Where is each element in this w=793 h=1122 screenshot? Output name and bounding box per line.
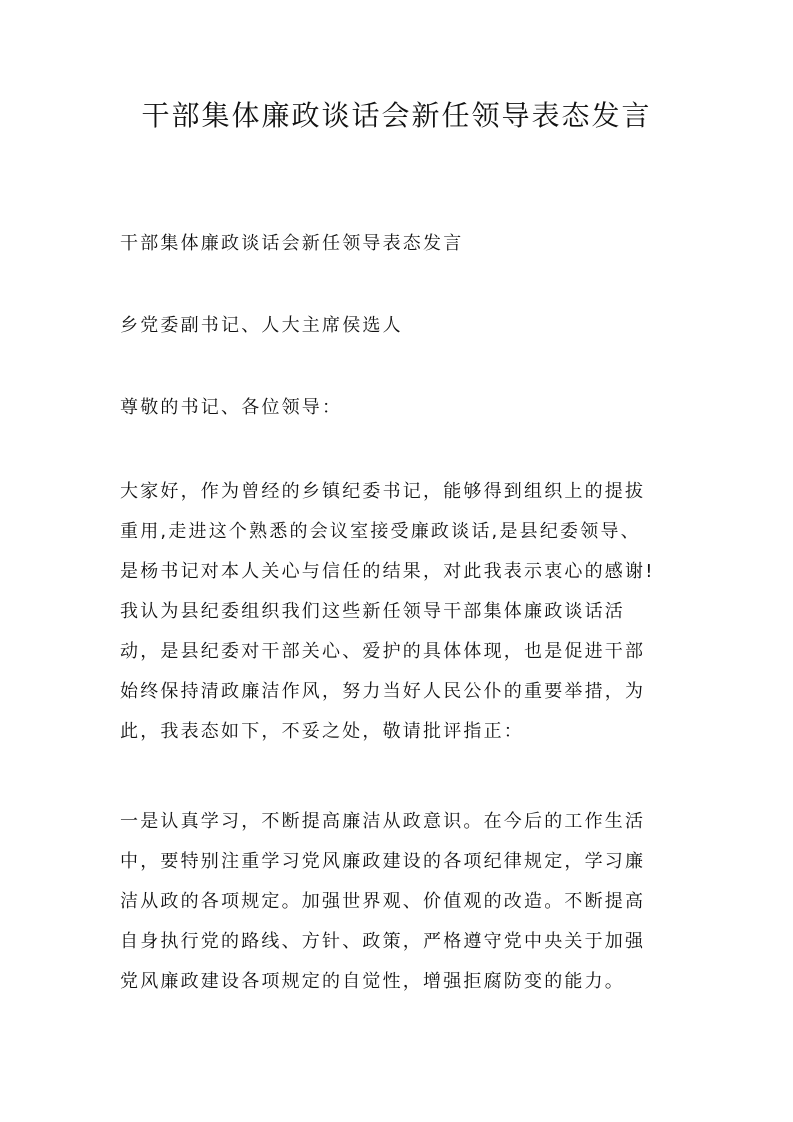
salutation <box>120 388 680 428</box>
paragraph-2-line: 中，要特别注重学习党风廉政建设的各项纪律规定，学习廉 <box>120 851 646 872</box>
document-subtitle <box>120 224 680 264</box>
paragraph-2-line: 一是认真学习，不断提高廉洁从政意识。在今后的工作生活 <box>120 811 646 832</box>
document-title: 干部集体廉政谈话会新任领导表态发言 <box>141 99 652 132</box>
paragraph-1-line: 此，我表态如下，不妥之处，敬请批评指正： <box>120 721 524 742</box>
paragraph-1-line: 动，是县纪委对干部关心、爱护的具体体现，也是促进干部 <box>120 641 646 662</box>
subtitle-line: 干部集体廉政谈话会新任领导表态发言 <box>120 233 464 254</box>
paragraph-1-line: 重用,走进这个熟悉的会议室接受廉政谈话,是县纪委领导、 <box>120 521 641 542</box>
speaker-text: 乡党委副书记、人大主席侯选人 <box>120 315 403 336</box>
paragraph-2 <box>120 802 680 1002</box>
speaker-line <box>120 306 680 346</box>
paragraph-2-line: 党风廉政建设各项规定的自觉性，增强拒腐防变的能力。 <box>120 971 625 992</box>
salutation-text: 尊敬的书记、各位领导： <box>120 397 343 418</box>
paragraph-2-line: 自身执行党的路线、方针、政策，严格遵守党中央关于加强 <box>120 931 646 952</box>
paragraph-1 <box>120 472 680 752</box>
paragraph-1-line: 我认为县纪委组织我们这些新任领导干部集体廉政谈话活 <box>120 601 625 622</box>
paragraph-1-line: 大家好，作为曾经的乡镇纪委书记，能够得到组织上的提拔 <box>120 481 646 502</box>
paragraph-1-line: 是杨书记对本人关心与信任的结果，对此我表示衷心的感谢! <box>120 561 655 582</box>
paragraph-1-line: 始终保持清政廉洁作风，努力当好人民公仆的重要举措，为 <box>120 681 646 702</box>
paragraph-2-line: 洁从政的各项规定。加强世界观、价值观的改造。不断提高 <box>120 891 646 912</box>
